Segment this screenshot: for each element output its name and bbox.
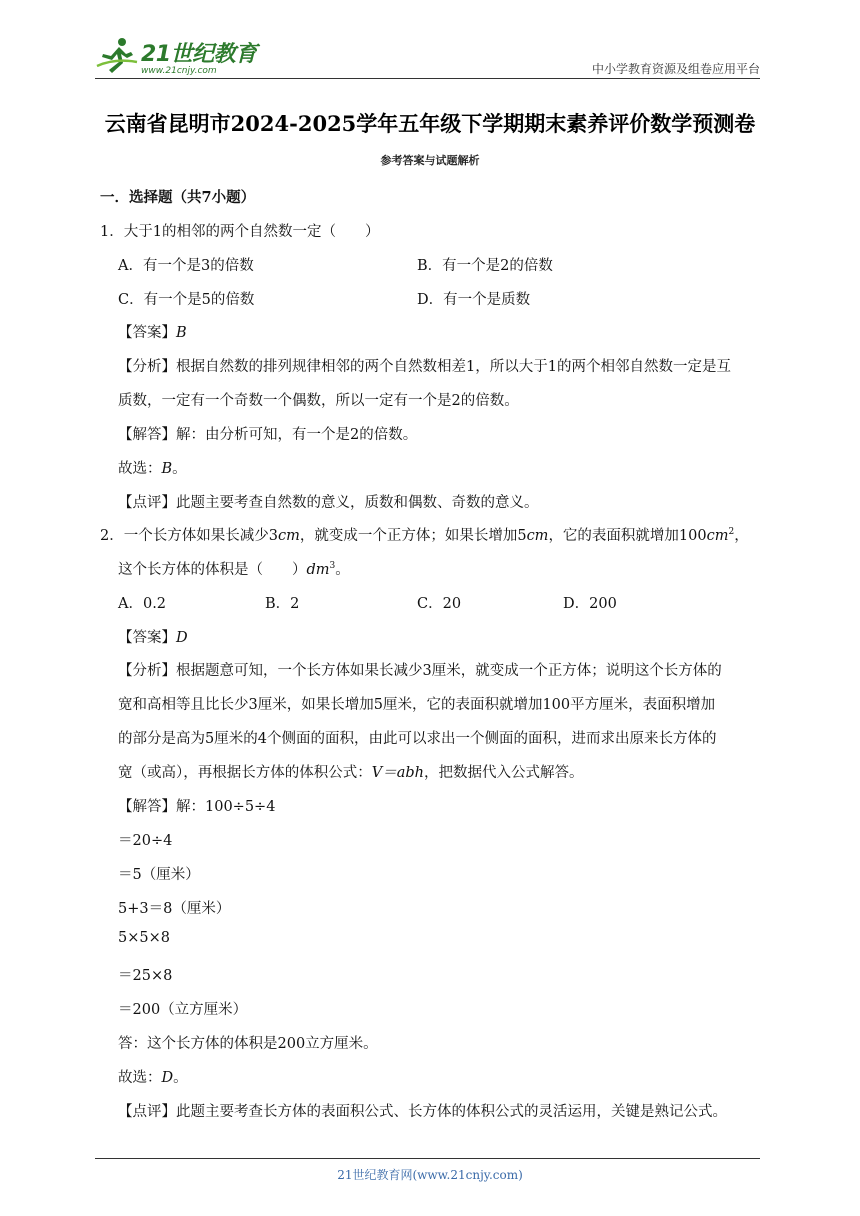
q1-option-d: D．有一个是质数 [417,292,531,308]
q1-answer: 【答案】B [118,325,187,341]
q2-step: ＝200（立方厘米） [118,1002,248,1018]
footer-link[interactable]: 21世纪教育网(www.21cnjy.com) [337,1168,523,1182]
q2-step: 5+3＝8（厘米） [118,901,231,917]
q2-analysis-line-4: 宽（或高），再根据长方体的体积公式：V＝abh，把数据代入公式解答。 [118,765,584,781]
q2-option-d: D．200 [563,596,617,612]
q2-option-a: A．0.2 [118,596,167,612]
section-heading: 一．选择题（共7小题） [100,189,256,206]
q2-comment: 【点评】此题主要考查长方体的表面积公式、长方体的体积公式的灵活运用，关键是熟记公式。 [118,1104,727,1120]
site-logo [95,34,257,76]
q2-analysis-line-1: 【分析】根据题意可知，一个长方体如果长减少3厘米，就变成一个正方体；说明这个长方体的 [118,663,722,679]
q2-option-b: B．2 [265,596,300,612]
q2-stem-line-2: 这个长方体的体积是（ ）$dm^3$。 [118,561,350,578]
q2-step: ＝20÷4 [118,833,173,849]
q1-analysis-line-2: 质数，一定有一个奇数一个偶数，所以一定有一个是2的倍数。 [118,393,519,409]
q2-step: ＝5（厘米） [118,867,200,883]
page-title: 云南省昆明市2024-2025学年五年级下学期期末素养评价数学预测卷 [104,111,756,136]
q2-option-c: C．20 [417,596,462,612]
q1-option-a: A．有一个是3的倍数 [118,258,254,274]
q2-choice: 故选：D。 [118,1070,188,1086]
page-header [95,30,760,80]
runner-logo-icon [95,36,139,76]
logo-url-text: www.21cnjy.com [141,66,217,76]
page-subtitle: 参考答案与试题解析 [380,154,480,167]
q2-answer: 【答案】D [118,630,188,646]
q1-stem: 1．大于1的相邻的两个自然数一定（ ） [100,224,380,240]
platform-label: 中小学教育资源及组卷应用平台 [591,62,760,76]
q1-option-b: B．有一个是2的倍数 [417,258,553,274]
q2-step: 答：这个长方体的体积是200立方厘米。 [118,1036,378,1052]
q2-analysis-line-3: 的部分是高为5厘米的4个侧面的面积，由此可以求出一个侧面的面积，进而求出原来长方体的 [118,731,717,747]
q2-step: 5×5×8 [118,930,170,946]
q1-option-c: C．有一个是5的倍数 [118,292,255,308]
q2-analysis-line-2: 宽和高相等且比长少3厘米，如果长增加5厘米，它的表面积就增加100平方厘米，表面积增加 [118,697,716,713]
q1-choice: 故选：B。 [118,461,187,477]
q2-step: ＝25×8 [118,968,173,984]
q1-solution: 【解答】解：由分析可知，有一个是2的倍数。 [118,427,418,443]
q2-step: 【解答】解：100÷5÷4 [118,799,276,815]
footer-divider [95,1158,760,1159]
logo-main-text: 21世纪教育 [141,42,257,67]
q1-comment: 【点评】此题主要考查自然数的意义，质数和偶数、奇数的意义。 [118,495,539,511]
q1-analysis-line-1: 【分析】根据自然数的排列规律相邻的两个自然数相差1，所以大于1的两个相邻自然数一定是互 [118,359,731,375]
q2-stem-line-1: 2．一个长方体如果长减少3cm，就变成一个正方体；如果长增加5cm，它的表面积就增加$100cm^2$， [100,527,749,544]
header-divider [95,78,760,79]
